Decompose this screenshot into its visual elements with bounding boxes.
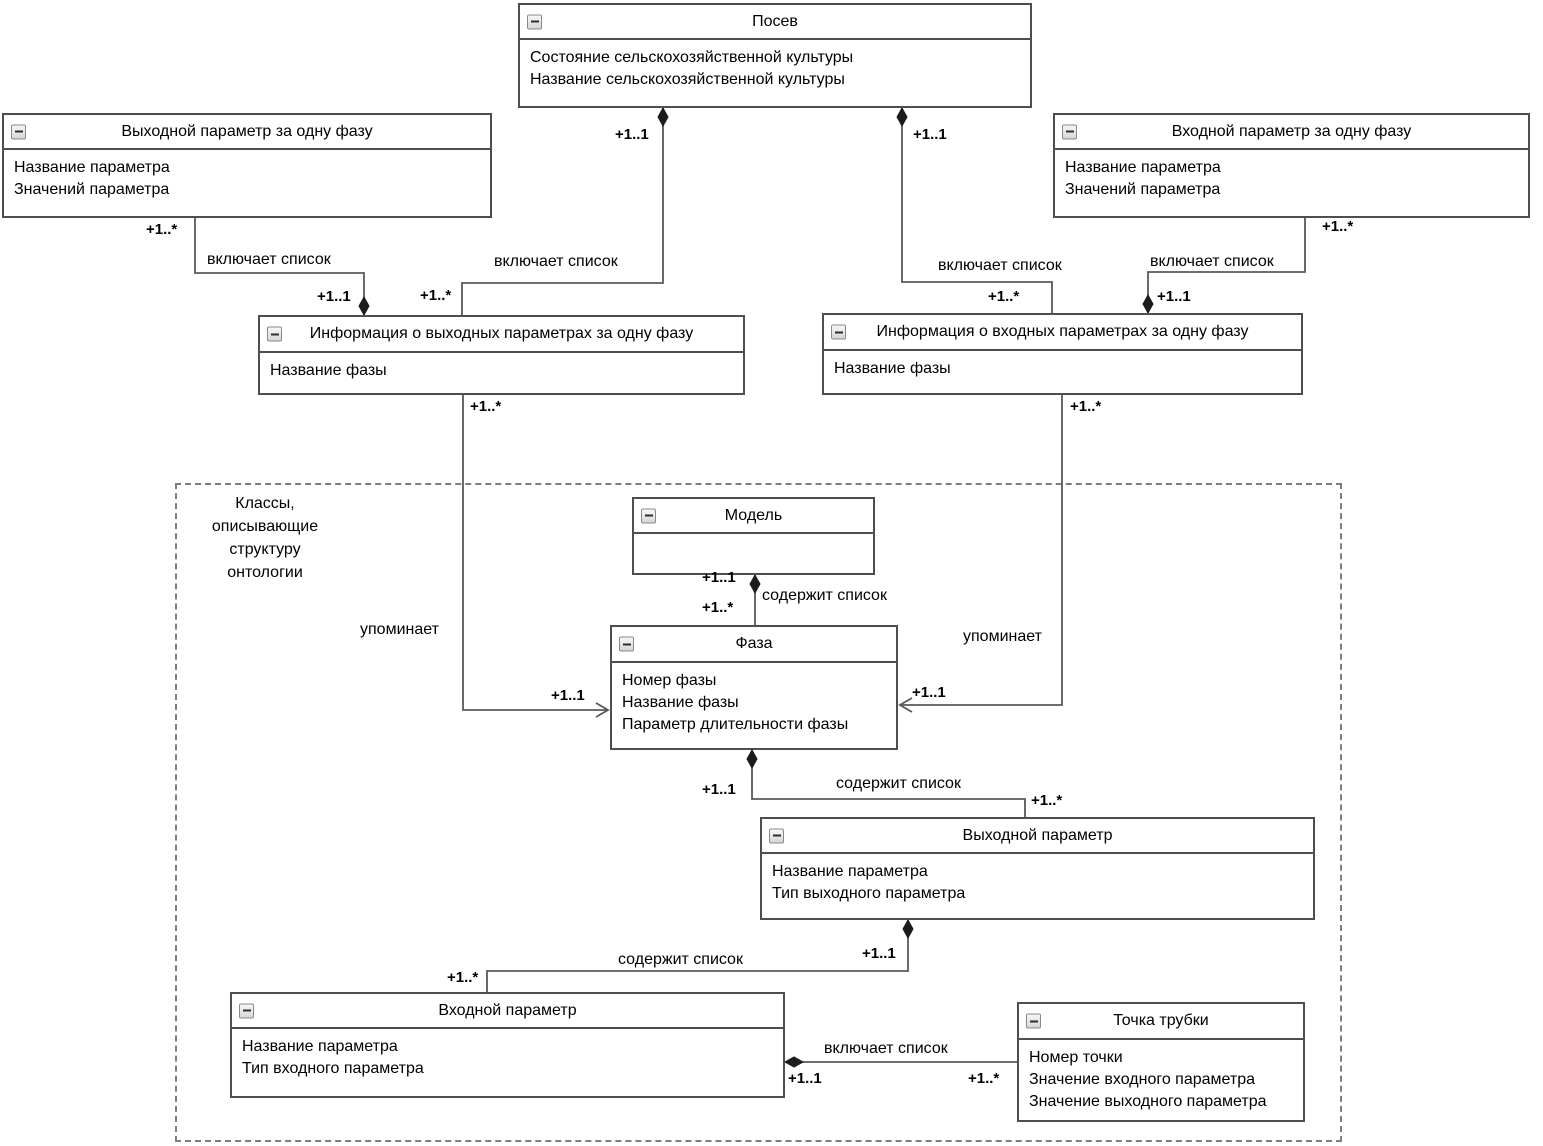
association-label: упоминает bbox=[360, 621, 439, 638]
class-title: Входной параметр за одну фазу bbox=[1171, 122, 1412, 140]
collapse-icon[interactable] bbox=[527, 14, 542, 29]
association-label: содержит список bbox=[836, 775, 961, 792]
association-label: упоминает bbox=[963, 628, 1042, 645]
multiplicity: +1..1 bbox=[702, 781, 736, 798]
multiplicity: +1..1 bbox=[788, 1070, 822, 1087]
multiplicity: +1..* bbox=[988, 288, 1020, 305]
frame-label-line: описывающие bbox=[211, 518, 319, 535]
class-info-out[interactable] bbox=[258, 315, 745, 395]
class-attribute: Название сельскохозяйственной культуры bbox=[530, 71, 845, 88]
class-attribute: Название параметра bbox=[242, 1038, 398, 1055]
class-attribute: Значений параметра bbox=[1065, 181, 1221, 198]
association-label: включает список bbox=[207, 251, 331, 268]
multiplicity: +1..1 bbox=[317, 288, 351, 305]
association-label: включает список bbox=[1150, 253, 1274, 270]
class-attribute: Номер точки bbox=[1029, 1049, 1123, 1066]
frame-label-line: структуру bbox=[229, 541, 301, 558]
collapse-icon[interactable] bbox=[239, 1003, 254, 1018]
multiplicity: +1..1 bbox=[1157, 288, 1191, 305]
multiplicity: +1..* bbox=[968, 1070, 1000, 1087]
class-attribute: Значений параметра bbox=[14, 181, 170, 198]
class-attribute: Тип выходного параметра bbox=[772, 885, 966, 902]
multiplicity: +1..1 bbox=[913, 126, 947, 143]
collapse-icon[interactable] bbox=[769, 828, 784, 843]
class-tochka[interactable] bbox=[1017, 1002, 1305, 1122]
frame-label-line: онтологии bbox=[227, 564, 303, 581]
multiplicity: +1..1 bbox=[862, 945, 896, 962]
class-info-in[interactable] bbox=[822, 313, 1303, 395]
multiplicity: +1..1 bbox=[912, 684, 946, 701]
class-title: Модель bbox=[724, 506, 783, 524]
class-out-param-phase[interactable] bbox=[2, 113, 492, 218]
class-attribute: Состояние сельскохозяйственной культуры bbox=[530, 49, 854, 66]
class-attribute: Название фазы bbox=[622, 694, 739, 711]
collapse-icon[interactable] bbox=[267, 327, 282, 342]
multiplicity: +1..* bbox=[447, 969, 479, 986]
class-out-param[interactable] bbox=[760, 817, 1315, 920]
class-attribute: Тип входного параметра bbox=[242, 1060, 424, 1077]
association-label: содержит список bbox=[618, 951, 743, 968]
multiplicity: +1..* bbox=[702, 599, 734, 616]
multiplicity: +1..* bbox=[146, 221, 178, 238]
ontology-frame-label bbox=[186, 492, 344, 584]
multiplicity: +1..1 bbox=[551, 687, 585, 704]
class-posev[interactable] bbox=[518, 3, 1032, 108]
class-model[interactable] bbox=[632, 497, 875, 575]
collapse-icon[interactable] bbox=[641, 508, 656, 523]
class-title: Информация о выходных параметрах за одну фазу bbox=[309, 325, 694, 342]
class-title: Входной параметр bbox=[438, 1001, 577, 1019]
multiplicity: +1..* bbox=[470, 398, 502, 415]
class-attribute: Параметр длительности фазы bbox=[622, 716, 849, 733]
class-title: Посев bbox=[752, 12, 798, 30]
association-label: включает список bbox=[494, 253, 618, 270]
class-in-param-phase[interactable] bbox=[1053, 113, 1530, 218]
class-title: Выходной параметр bbox=[962, 826, 1113, 844]
multiplicity: +1..1 bbox=[702, 569, 736, 586]
association-label: содержит список bbox=[762, 587, 887, 604]
association-label: включает список bbox=[824, 1040, 948, 1057]
multiplicity: +1..1 bbox=[615, 126, 649, 143]
collapse-icon[interactable] bbox=[11, 124, 26, 139]
class-attribute: Название параметра bbox=[772, 863, 928, 880]
class-title: Информация о входных параметрах за одну фазу bbox=[876, 323, 1249, 340]
class-attribute: Название фазы bbox=[834, 360, 951, 377]
class-title: Фаза bbox=[735, 635, 773, 652]
class-attribute: Название фазы bbox=[270, 362, 387, 379]
class-faza[interactable] bbox=[610, 625, 898, 750]
multiplicity: +1..* bbox=[1031, 792, 1063, 809]
class-in-param[interactable] bbox=[230, 992, 785, 1098]
class-attribute: Значение входного параметра bbox=[1029, 1071, 1256, 1088]
association-label: включает список bbox=[938, 257, 1062, 274]
class-attribute: Название параметра bbox=[14, 159, 170, 176]
multiplicity: +1..* bbox=[1322, 218, 1354, 235]
collapse-icon[interactable] bbox=[1026, 1014, 1041, 1029]
collapse-icon[interactable] bbox=[619, 637, 634, 652]
class-attribute: Номер фазы bbox=[622, 672, 717, 689]
frame-label-line: Классы, bbox=[235, 495, 295, 512]
multiplicity: +1..* bbox=[420, 287, 452, 304]
collapse-icon[interactable] bbox=[831, 325, 846, 340]
collapse-icon[interactable] bbox=[1062, 124, 1077, 139]
class-attribute: Значение выходного параметра bbox=[1029, 1093, 1267, 1110]
class-title: Выходной параметр за одну фазу bbox=[121, 122, 373, 140]
class-title: Точка трубки bbox=[1113, 1012, 1209, 1029]
class-attribute: Название параметра bbox=[1065, 159, 1221, 176]
multiplicity: +1..* bbox=[1070, 398, 1102, 415]
